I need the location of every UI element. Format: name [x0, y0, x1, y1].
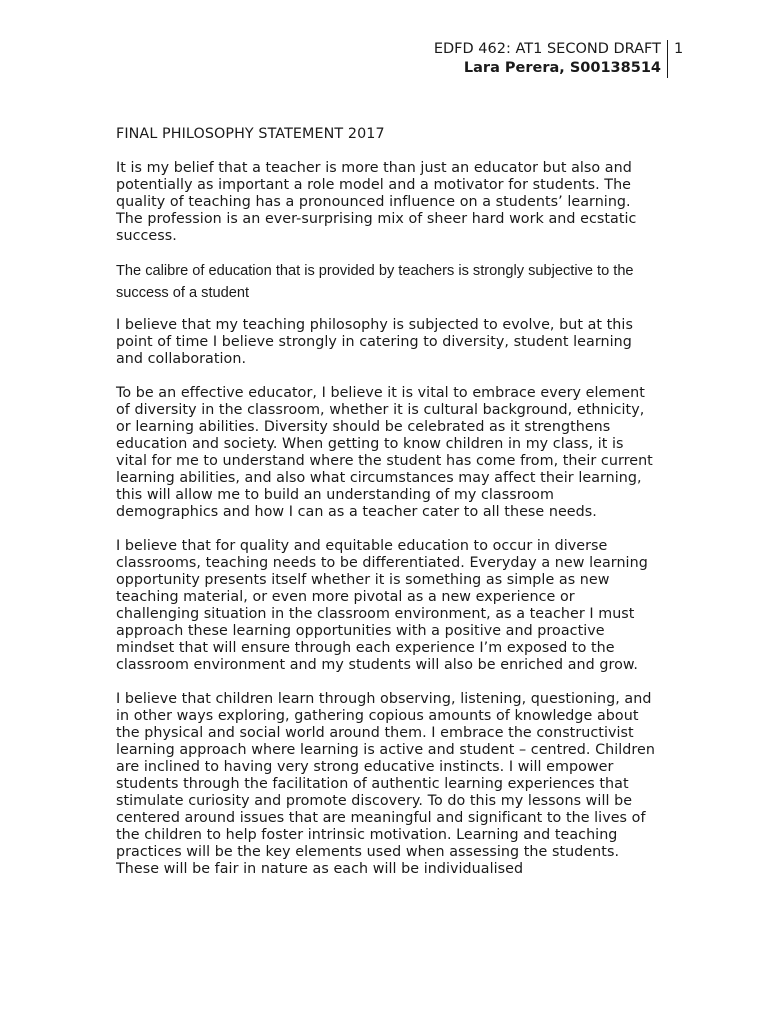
document-body: [116, 124, 656, 895]
paragraph-diversity: To be an effective educator, I believe it is vital to embrace every element of diversity in the classroom, whether it is cultural background, ethnicity, or learning abilities. Diversity should be celebrated as it strengthens education and society. When getting to know children in my class, it is vital for me to understand where the student has come from, their current learning abilities, and also what circumstances may affect their learning, this will allow me to build an understanding of my classroom demographics and how I can as a teacher cater to all these needs.: [116, 385, 653, 520]
paragraph-evolving-philosophy: I believe that my teaching philosophy is subjected to evolve, but at this point of time I believe strongly in catering to diversity, student learning and collaboration.: [116, 317, 633, 367]
page-number: 1: [674, 41, 684, 57]
header-course: EDFD 462: AT1 SECOND DRAFT: [433, 41, 661, 57]
page-header: [434, 40, 668, 78]
paragraph-intro: It is my belief that a teacher is more than just an educator but also and potentially as important a role model and a motivator for students. The quality of teaching has a pronounced influence on a students’ learning. The profession is an ever-surprising mix of sheer hard work and ecstatic success.: [116, 160, 637, 244]
paragraph-calibre-statement: The calibre of education that is provided by teachers is strongly subjective to the success of a student: [116, 263, 634, 301]
paragraph-differentiation: I believe that for quality and equitable education to occur in diverse classrooms, teaching needs to be differentiated. Everyday a new learning opportunity presents itself whether it is something as simple as new teaching material, or even more pivotal as a new experience or challenging situation in the classroom environment, as a teacher I must approach these learning opportunities with a positive and proactive mindset that will ensure through each experience I’m exposed to the classroom environment and my students will also be enriched and grow.: [116, 538, 648, 673]
header-author: Lara Perera, S00138514: [463, 60, 661, 76]
document-title: FINAL PHILOSOPHY STATEMENT 2017: [116, 126, 385, 142]
paragraph-constructivist-learning: I believe that children learn through observing, listening, questioning, and in other ways exploring, gathering copious amounts of knowledge about the physical and social world around them. I embrace the constructivist learning approach where learning is active and student – centred. Children are inclined to having very strong educative instincts. I will empower students through the facilitation of authentic learning experiences that stimulate curiosity and promote discovery. To do this my lessons will be centered around issues that are meaningful and significant to the lives of the children to help foster intrinsic motivation. Learning and teaching practices will be the key elements used when assessing the students. These will be fair in nature as each will be individualised: [116, 691, 655, 877]
